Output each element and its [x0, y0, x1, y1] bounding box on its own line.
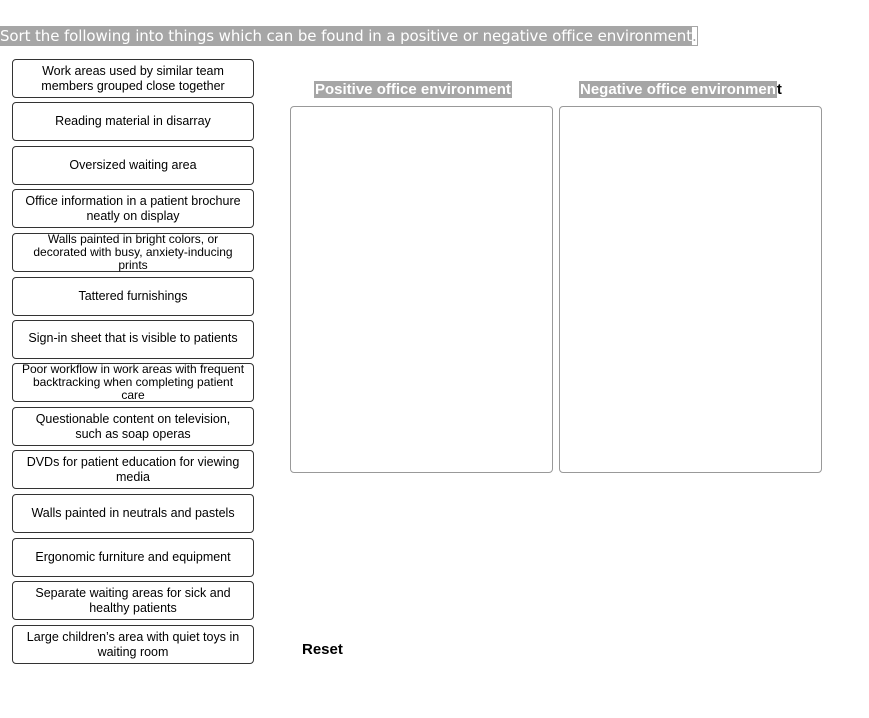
- drag-card-tattered-furnishings[interactable]: Tattered furnishings: [12, 277, 254, 316]
- negative-column-label: Negative office environmen: [580, 81, 776, 98]
- negative-column-label-tail: t: [776, 81, 782, 98]
- drag-card-grouped-work-areas[interactable]: Work areas used by similar team members grouped close together: [12, 59, 254, 98]
- drag-card-neutral-walls[interactable]: Walls painted in neutrals and pastels: [12, 494, 254, 533]
- reset-button[interactable]: Reset: [302, 641, 343, 658]
- drag-card-reading-material[interactable]: Reading material in disarray: [12, 102, 254, 141]
- negative-drop-zone[interactable]: [559, 106, 822, 473]
- drag-card-education-dvds[interactable]: DVDs for patient education for viewing media: [12, 450, 254, 489]
- negative-column-header: [579, 80, 782, 100]
- drag-card-bright-walls[interactable]: Walls painted in bright colors, or decorated with busy, anxiety-inducing prints: [12, 233, 254, 272]
- positive-drop-zone[interactable]: [290, 106, 553, 473]
- drag-card-ergonomic-furniture[interactable]: Ergonomic furniture and equipment: [12, 538, 254, 577]
- positive-column-label: Positive office environment: [315, 81, 511, 98]
- drag-card-childrens-area[interactable]: Large children’s area with quiet toys in waiting room: [12, 625, 254, 664]
- drag-card-patient-brochure[interactable]: Office information in a patient brochure neatly on display: [12, 189, 254, 228]
- drag-card-questionable-tv[interactable]: Questionable content on television, such as soap operas: [12, 407, 254, 446]
- drag-card-poor-workflow[interactable]: Poor workflow in work areas with frequent backtracking when completing patient care: [12, 363, 254, 402]
- instruction-period: .: [692, 27, 697, 45]
- drag-card-separate-waiting-areas[interactable]: Separate waiting areas for sick and healthy patients: [12, 581, 254, 620]
- drag-card-oversized-waiting-area[interactable]: Oversized waiting area: [12, 146, 254, 185]
- positive-column-header: [314, 80, 512, 100]
- instruction-main: Sort the following into things which can be found in a positive or negative office environment: [0, 27, 692, 45]
- instruction-text: [0, 26, 698, 46]
- drag-card-sign-in-sheet[interactable]: Sign-in sheet that is visible to patients: [12, 320, 254, 359]
